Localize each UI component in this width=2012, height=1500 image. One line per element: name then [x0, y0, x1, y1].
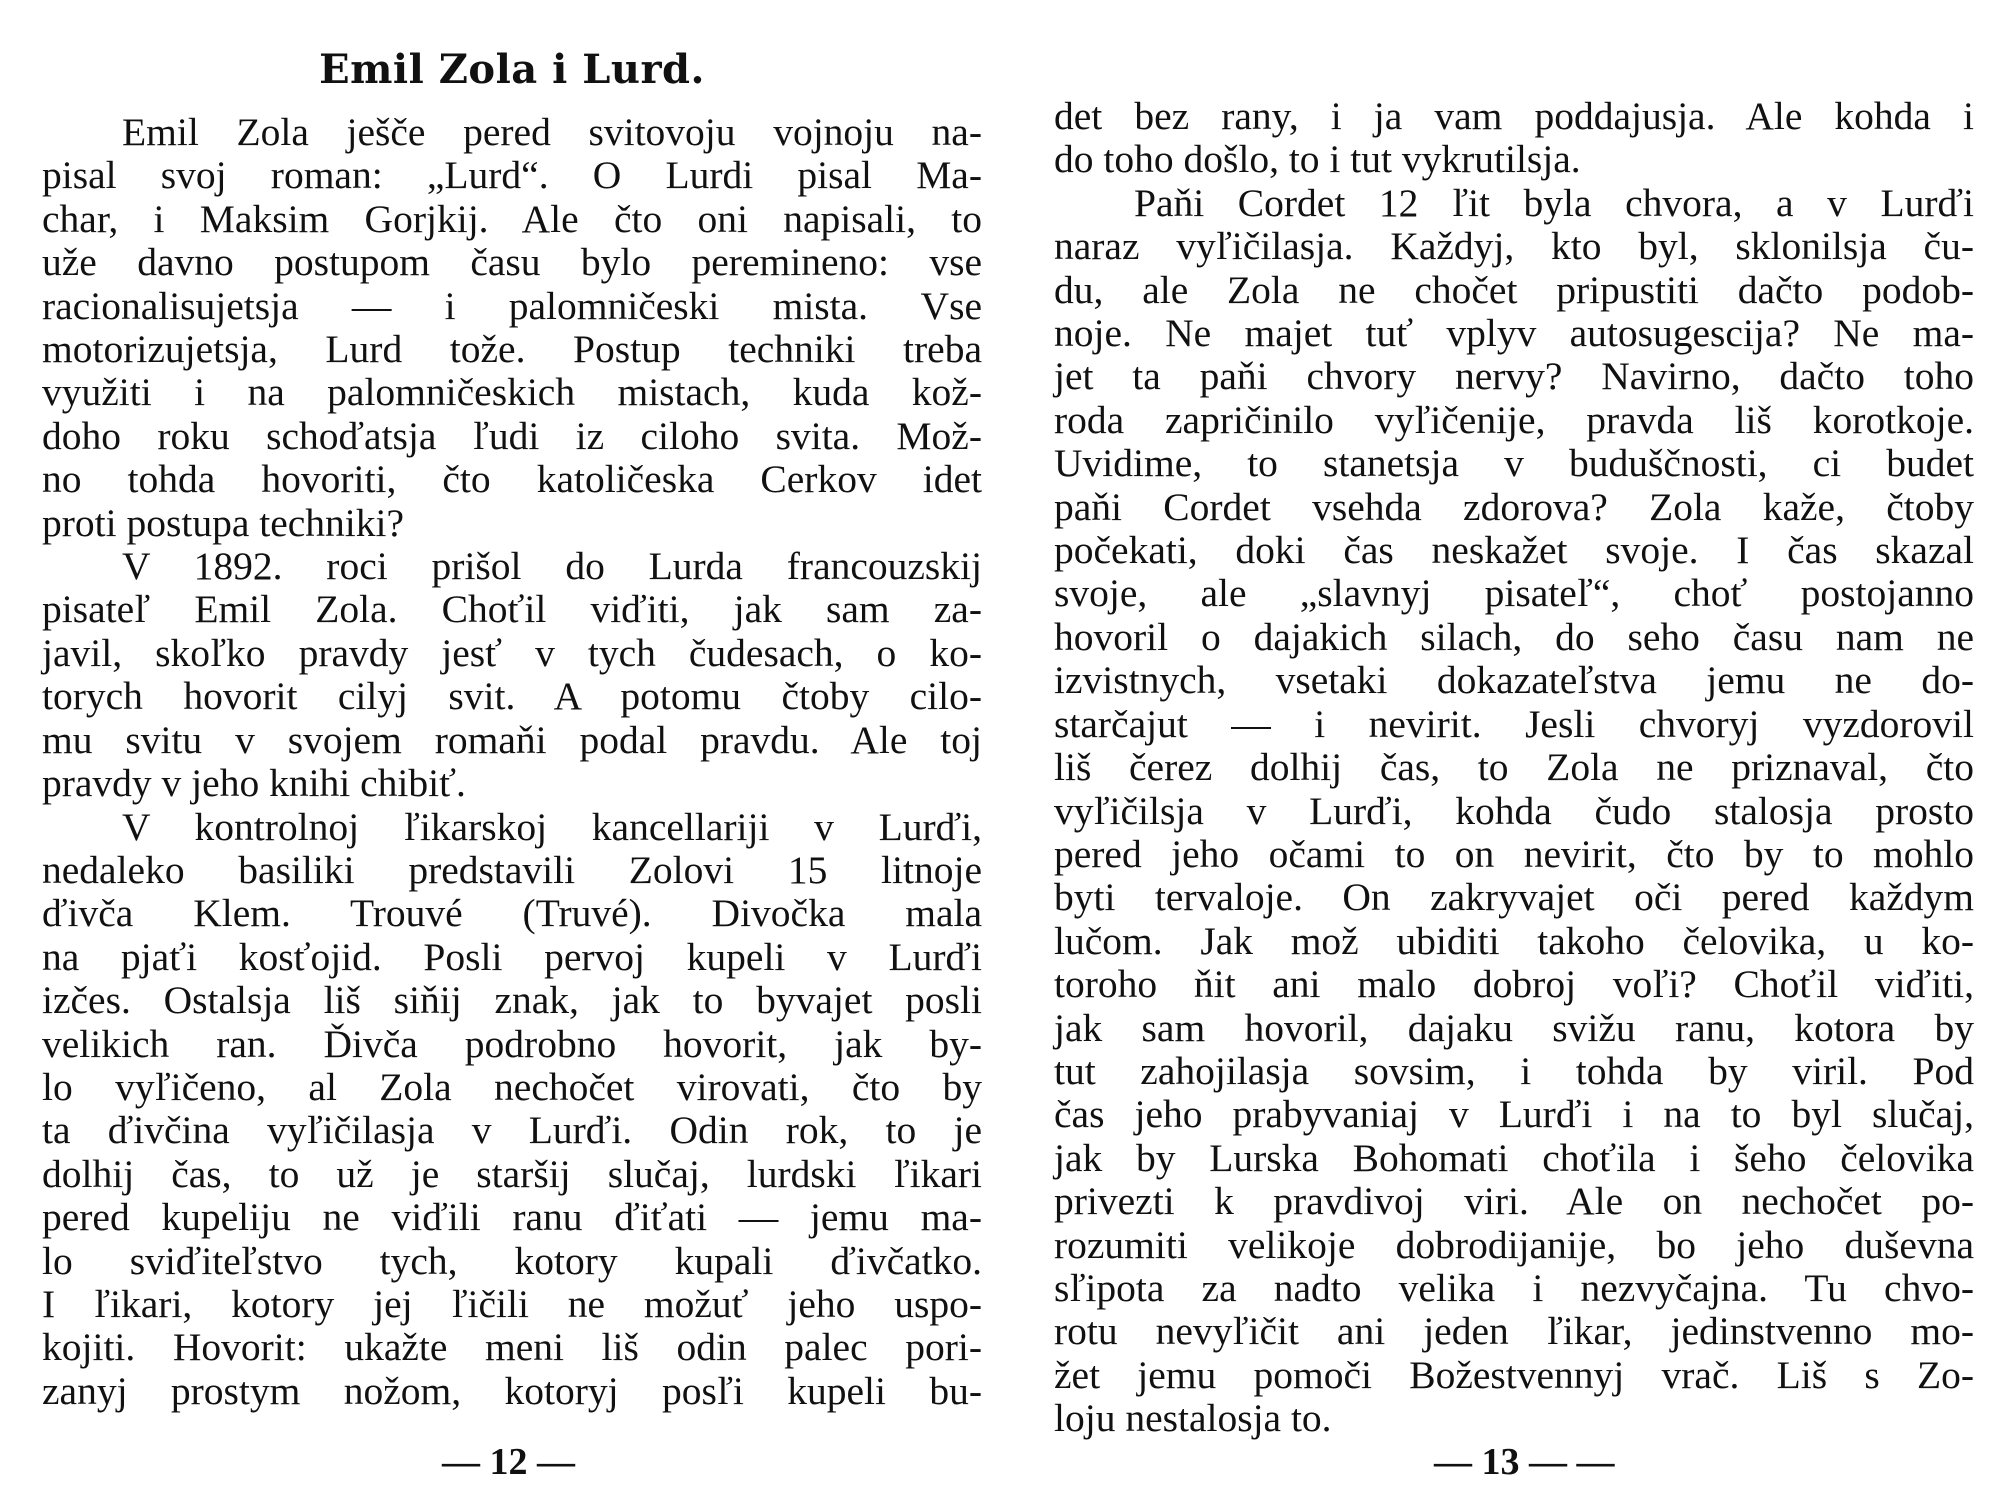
- text-line: hovoril o dajakich silach, do seho času nam ne: [1054, 614, 1974, 659]
- text-line: privezti k pravdivoj viri. Ale on nechočet po-: [1054, 1179, 1974, 1224]
- text-line: liš čerez dolhij čas, to Zola ne priznaval, čto: [1054, 745, 1974, 790]
- text-line: tut zahojilasja sovsim, i tohda by viril. Pod: [1054, 1048, 1974, 1093]
- text-line: paňi Cordet vsehda zdorova? Zola kaže, čtoby: [1054, 484, 1974, 529]
- page-number: — 13 — —: [1434, 1441, 1615, 1483]
- right-page: [1054, 0, 1974, 1500]
- text-line: byti tervaloje. On zakryvajet oči pered každym: [1054, 875, 1974, 920]
- text-line: počekati, doki čas neskažet svoje. I čas skazal: [1054, 528, 1974, 573]
- text-line: zanyj prostym nožom, kotoryj posľi kupeli bu-: [42, 1368, 982, 1413]
- text-line: doho roku schoďatsja ľudi iz ciloho svita. Mož-: [42, 413, 982, 458]
- text-line: naraz vyľičilasja. Každyj, kto byl, sklonilsja ču-: [1054, 224, 1974, 269]
- text-line: čas jeho prabyvaniaj v Lurďi i na to byl slučaj,: [1054, 1092, 1974, 1137]
- text-line: Emil Zola ješče pered svitovoju vojnoju na-: [122, 110, 982, 154]
- text-line: využiti i na palomničeskich mistach, kuda kož-: [42, 370, 982, 415]
- text-line: toroho ňit ani malo dobroj voľi? Choťil viďiti,: [1054, 962, 1974, 1007]
- text-line: svoje, ale „slavnyj pisateľ“, choť postojanno: [1054, 571, 1974, 616]
- text-line: loju nestalosja to.: [1054, 1396, 1332, 1441]
- text-line: vyľičilsja v Lurďi, kohda čudo stalosja prosto: [1054, 788, 1974, 833]
- text-line: lo vyľičeno, al Zola nechočet virovati, čto by: [42, 1064, 982, 1109]
- text-line: pered kupeliju ne viďili ranu ďiťati — jemu ma-: [42, 1195, 982, 1240]
- text-line: motorizujetsja, Lurd tože. Postup techniki treba: [42, 327, 982, 372]
- text-line: det bez rany, i ja vam poddajusja. Ale kohda i: [1054, 94, 1974, 138]
- text-line: velikich ran. Ďivča podrobno hovorit, jak by-: [42, 1021, 982, 1066]
- text-line: pered jeho očami to on nevirit, čto by to mohlo: [1054, 831, 1974, 876]
- text-line: jak sam hovoril, dajaku svižu ranu, kotora by: [1054, 1005, 1974, 1050]
- text-line: dolhij čas, to už je staršij slučaj, lurdski ľikari: [42, 1151, 982, 1196]
- text-line: rotu nevyľičit ani jeden ľikar, jedinstvenno mo-: [1054, 1309, 1974, 1354]
- text-line: lo sviďiteľstvo tych, kotory kupali ďivčatko.: [42, 1238, 982, 1283]
- text-line: V 1892. roci prišol do Lurda francouzskij: [122, 544, 982, 589]
- text-line: torych hovorit cilyj svit. A potomu čtoby cilo-: [42, 674, 982, 719]
- text-line: lučom. Jak mož ubiditi takoho čelovika, u ko-: [1054, 918, 1974, 963]
- text-line: starčajut — i nevirit. Jesli chvoryj vyzdorovil: [1054, 701, 1974, 746]
- text-line: pisal svoj roman: „Lurd“. O Lurdi pisal Ma-: [42, 153, 982, 198]
- text-line: pravdy v jeho knihi chibiť.: [42, 761, 466, 806]
- text-line: ta ďivčina vyľičilasja v Lurďi. Odin rok, to je: [42, 1108, 982, 1153]
- text-line: noje. Ne majet tuť vplyv autosugescija? Ne ma-: [1054, 311, 1974, 356]
- text-line: pisateľ Emil Zola. Choťil viďiti, jak sam za-: [42, 587, 982, 632]
- text-line: mu svitu v svojem romaňi podal pravdu. Ale toj: [42, 717, 982, 762]
- text-line: sľipota za nadto velika i nezvyčajna. Tu chvo-: [1054, 1265, 1974, 1310]
- text-line: Uvidime, to stanetsja v buduščnosti, ci budet: [1054, 441, 1974, 486]
- text-line: kojiti. Hovorit: ukažte meni liš odin palec pori-: [42, 1325, 982, 1370]
- left-page: [42, 0, 982, 1500]
- text-line: jak by Lurska Bohomati choťila i šeho čelovika: [1054, 1135, 1974, 1180]
- text-line: char, i Maksim Gorjkij. Ale čto oni napisali, to: [42, 196, 982, 241]
- text-line: javil, skoľko pravdy jesť v tych čudesach, o ko-: [42, 630, 982, 675]
- text-line: izčes. Ostalsja liš siňij znak, jak to byvajet posli: [42, 978, 982, 1023]
- text-line: jet ta paňi chvory nervy? Navirno, dačto toho: [1054, 354, 1974, 399]
- text-line: du, ale Zola ne chočet pripustiti dačto podob-: [1054, 267, 1974, 312]
- text-line: proti postupa techniki?: [42, 500, 404, 545]
- page-number: — 12 —: [442, 1441, 575, 1483]
- text-line: V kontrolnoj ľikarskoj kancellariji v Lurďi,: [122, 804, 982, 849]
- text-line: ďivča Klem. Trouvé (Truvé). Divočka mala: [42, 891, 982, 936]
- text-line: nedaleko basiliki predstavili Zolovi 15 litnoje: [42, 847, 982, 892]
- text-line: izvistnych, vsetaki dokazateľstva jemu ne do-: [1054, 658, 1974, 703]
- left-page-body: [42, 111, 982, 1413]
- text-line: no tohda hovoriti, čto katoličeska Cerkov idet: [42, 457, 982, 502]
- text-line: roda zapričinilo vyľičenije, pravda liš korotkoje.: [1054, 397, 1974, 442]
- text-line: I ľikari, kotory jej ľičili ne možuť jeho uspo-: [42, 1281, 982, 1326]
- text-line: rozumiti velikoje dobrodijanije, bo jeho duševna: [1054, 1222, 1974, 1267]
- text-line: žet jemu pomoči Božestvennyj vrač. Liš s Zo-: [1054, 1352, 1974, 1397]
- right-page-body: [1054, 95, 1974, 1441]
- text-line: do toho došlo, to i tut vykrutilsja.: [1054, 137, 1581, 182]
- text-line: racionalisujetsja — i palomničeski mista. Vse: [42, 283, 982, 328]
- text-line: na pjaťi kosťojid. Posli pervoj kupeli v Lurďi: [42, 934, 982, 979]
- article-title: Emil Zola i Lurd.: [319, 46, 705, 93]
- text-line: uže davno postupom času bylo peremineno: vse: [42, 240, 982, 285]
- text-line: Paňi Cordet 12 ľit byla chvora, a v Lurďi: [1134, 180, 1974, 225]
